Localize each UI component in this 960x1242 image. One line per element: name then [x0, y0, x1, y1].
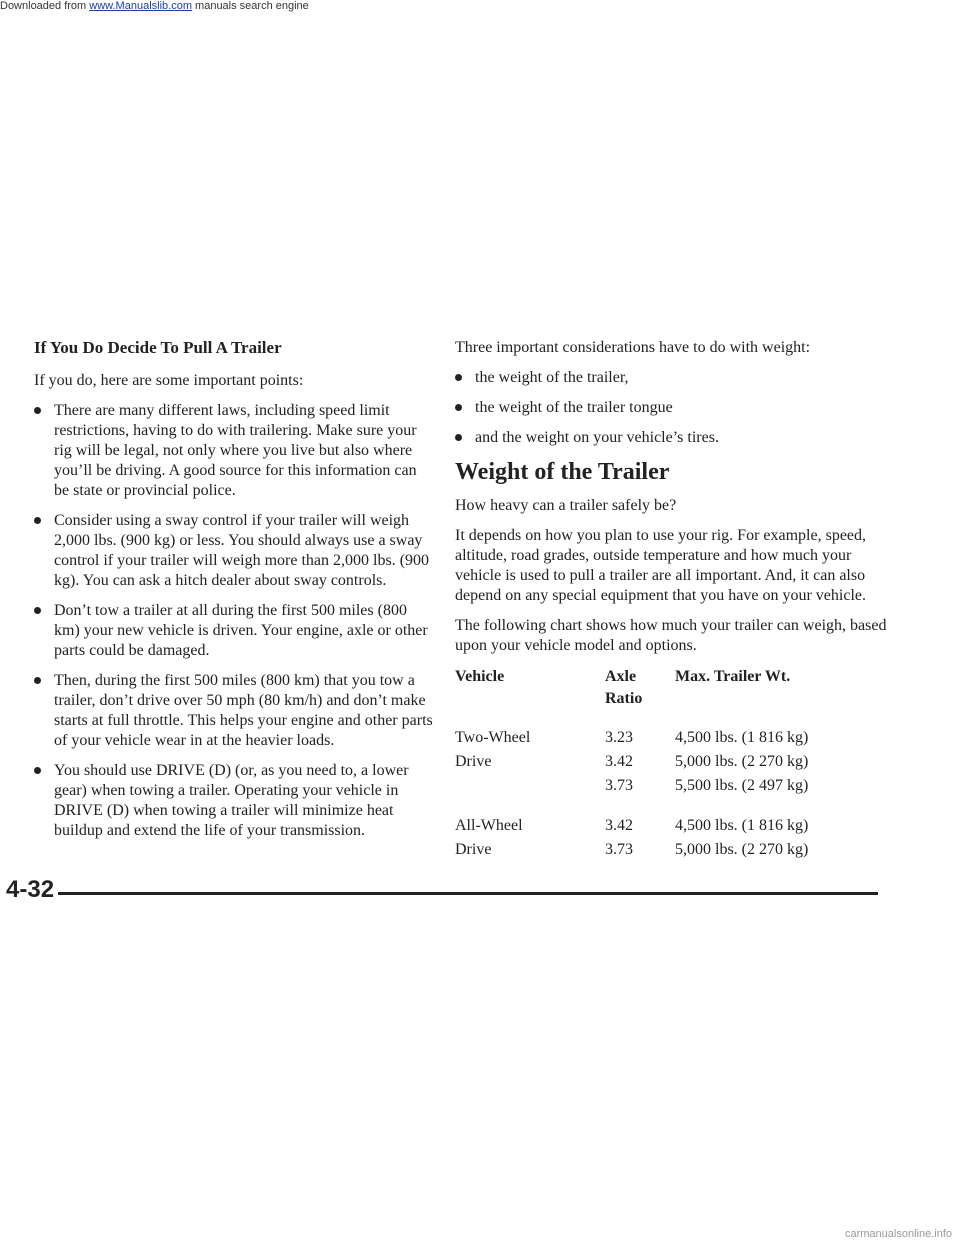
table-row	[455, 838, 875, 862]
list-item: the weight of the trailer,	[455, 368, 895, 388]
page-footer	[0, 872, 960, 912]
trailer-weight-table	[455, 666, 875, 862]
section-title: Weight of the Trailer	[455, 459, 670, 485]
bullet-icon	[34, 517, 41, 524]
pull-trailer-heading: If You Do Decide To Pull A Trailer	[34, 338, 282, 357]
list-item: Don’t tow a trailer at all during the first 500 miles (800 km) your new vehicle is driven. Your engine, axle or other parts could be damaged.	[34, 601, 434, 661]
watermark: carmanualsonline.info	[844, 1228, 952, 1240]
chart-intro: The following chart shows how much your trailer can weigh, based upon your vehicle model and options.	[455, 617, 887, 654]
question-text: How heavy can a trailer safely be?	[455, 497, 677, 514]
weight-cell: 5,500 lbs. (2 497 kg)	[675, 777, 809, 794]
list-item: the weight of the trailer tongue	[455, 398, 895, 418]
vehicle-cell: All-Wheel	[455, 817, 523, 834]
bullet-icon	[455, 374, 462, 381]
table-header-row	[455, 666, 875, 710]
vehicle-cell: Drive	[455, 753, 492, 770]
manualslib-link[interactable]: www.Manualslib.com	[89, 0, 192, 12]
list-item: There are many different laws, including speed limit restrictions, having to do with trailering. Make sure your rig will be legal, not only where you live but also where you’ll be driving. A good source for this information can be state or provincial police.	[34, 401, 434, 501]
right-column	[455, 338, 895, 862]
ratio-cell: 3.42	[605, 817, 633, 834]
weight-cell: 4,500 lbs. (1 816 kg)	[675, 817, 809, 834]
header-vehicle: Vehicle	[455, 668, 505, 685]
ratio-cell: 3.42	[605, 753, 633, 770]
left-column	[34, 338, 434, 851]
table-row	[455, 726, 875, 750]
depends-paragraph: It depends on how you plan to use your rig. For example, speed, altitude, road grades, outside temperature and how much your vehicle is used to pull a trailer are all important. And, it can also depend on any special equipment that you have on your vehicle.	[455, 527, 867, 604]
considerations-list	[455, 368, 895, 448]
ratio-cell: 3.73	[605, 841, 633, 858]
table-row	[455, 814, 875, 838]
vehicle-cell	[455, 774, 605, 798]
page-number: 4-32	[6, 876, 55, 903]
bullet-icon	[455, 404, 462, 411]
list-item: Then, during the first 500 miles (800 km) that you tow a trailer, don’t drive over 50 mph (80 km/h) and don’t make starts at full throttle. This helps your engine and other parts of your vehicle wear in at the heavier loads.	[34, 671, 434, 751]
list-item: and the weight on your vehicle’s tires.	[455, 428, 895, 448]
header-max-weight: Max. Trailer Wt.	[675, 668, 791, 685]
weight-cell: 5,000 lbs. (2 270 kg)	[675, 753, 809, 770]
points-intro: If you do, here are some important points:	[34, 372, 304, 389]
footer-rule	[58, 892, 878, 895]
weight-cell: 5,000 lbs. (2 270 kg)	[675, 841, 809, 858]
table-row	[455, 774, 875, 798]
ratio-cell: 3.23	[605, 729, 633, 746]
vehicle-cell: Drive	[455, 841, 492, 858]
ratio-cell: 3.73	[605, 777, 633, 794]
table-row	[455, 750, 875, 774]
bullet-icon	[34, 767, 41, 774]
list-item: You should use DRIVE (D) (or, as you need to, a lower gear) when towing a trailer. Operating your vehicle in DRIVE (D) when towing a trailer will minimize heat buildup and extend the life of your transmission.	[34, 761, 434, 841]
bullet-icon	[34, 407, 41, 414]
points-list	[34, 401, 434, 841]
bullet-icon	[34, 677, 41, 684]
list-item: Consider using a sway control if your trailer will weigh 2,000 lbs. (900 kg) or less. You should always use a sway control if your trailer will weigh more than 2,000 lbs. (900 kg). You can ask a hitch dealer about sway controls.	[34, 511, 434, 591]
banner-suffix: manuals search engine	[191, 0, 309, 12]
bullet-icon	[34, 607, 41, 614]
download-banner	[0, 0, 960, 14]
bullet-icon	[455, 434, 462, 441]
weight-cell: 4,500 lbs. (1 816 kg)	[675, 729, 809, 746]
vehicle-cell: Two-Wheel	[455, 729, 531, 746]
banner-prefix: Downloaded from	[0, 0, 90, 12]
header-axle-ratio: Axle Ratio	[605, 668, 643, 707]
considerations-intro: Three important considerations have to do with weight:	[455, 339, 811, 356]
